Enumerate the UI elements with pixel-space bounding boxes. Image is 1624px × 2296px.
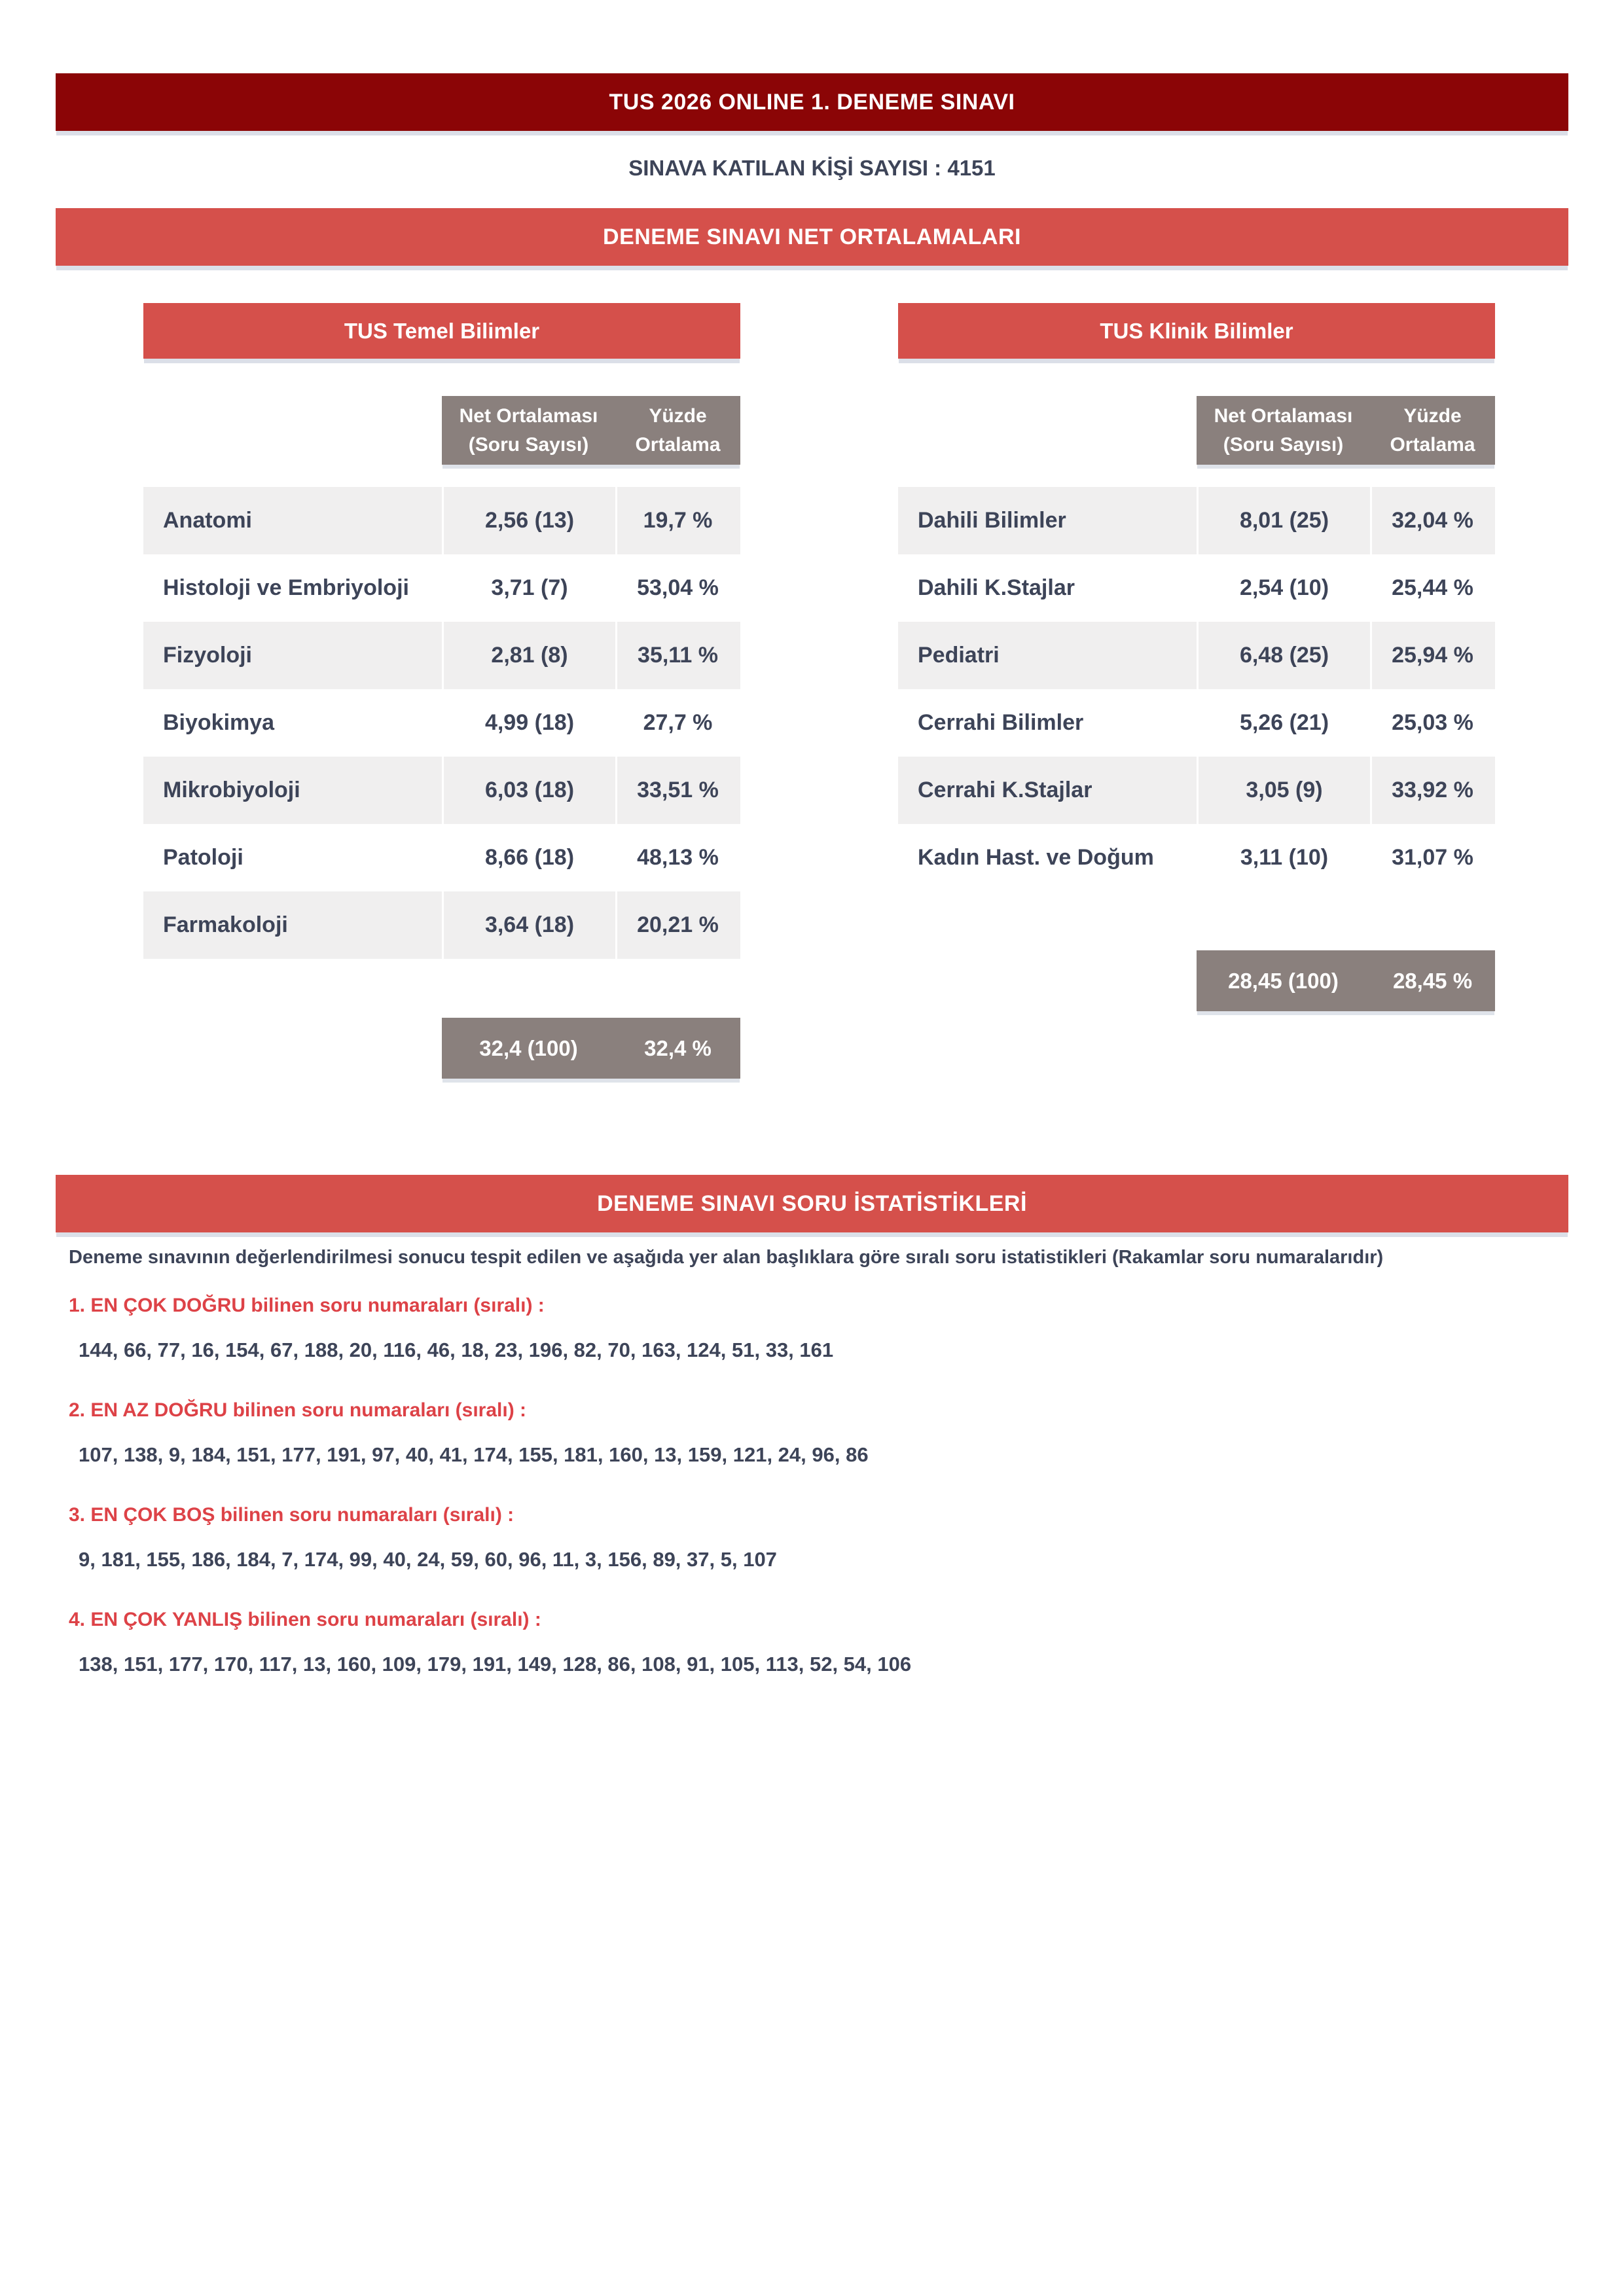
- subject-cell: Fizyoloji: [163, 643, 252, 668]
- pct-average-cell: 53,04 %: [615, 554, 738, 622]
- net-header-line2: (Soru Sayısı): [1223, 433, 1344, 456]
- subject-cell: Anatomi: [163, 508, 252, 533]
- net-averages-banner-label: DENEME SINAVI NET ORTALAMALARI: [603, 224, 1021, 249]
- net-average-cell: 5,26 (21): [1197, 689, 1370, 757]
- stat-heading-most-wrong: 4. EN ÇOK YANLIŞ bilinen soru numaraları (sıralı) :: [69, 1609, 541, 1630]
- table-column-headers: [442, 396, 740, 465]
- table-total-row: [1197, 950, 1495, 1011]
- stat-heading-most-correct: 1. EN ÇOK DOĞRU bilinen soru numaraları (sıralı) :: [69, 1295, 545, 1316]
- net-average-cell: 6,48 (25): [1197, 622, 1370, 689]
- pct-average-cell: 32,04 %: [1370, 487, 1493, 554]
- table-column-headers: [1197, 396, 1495, 465]
- table-klinik-bilimler: [898, 303, 1495, 1011]
- subject-cell: Patoloji: [163, 845, 244, 870]
- net-header-line1: Net Ortalaması: [1214, 405, 1353, 427]
- net-header-line2: (Soru Sayısı): [468, 433, 589, 456]
- stat-heading-most-blank: 3. EN ÇOK BOŞ bilinen soru numaraları (sıralı) :: [69, 1504, 514, 1526]
- net-average-cell: 8,66 (18): [442, 824, 615, 891]
- total-pct-value: 28,45 %: [1392, 968, 1473, 993]
- net-header-line1: Net Ortalaması: [459, 405, 598, 427]
- table-row: [898, 689, 1495, 757]
- table-title: TUS Klinik Bilimler: [898, 303, 1495, 359]
- pct-average-cell: 48,13 %: [615, 824, 738, 891]
- table-row: [898, 757, 1495, 824]
- pct-average-cell: 20,21 %: [615, 891, 738, 959]
- subject-cell: Biyokimya: [163, 710, 275, 735]
- table-rows: [143, 487, 740, 959]
- net-average-cell: 2,56 (13): [442, 487, 615, 554]
- net-average-cell: 4,99 (18): [442, 689, 615, 757]
- pct-average-cell: 33,92 %: [1370, 757, 1493, 824]
- pct-header-line1: Yüzde: [649, 405, 707, 427]
- net-average-cell: 3,64 (18): [442, 891, 615, 959]
- pct-average-cell: 25,03 %: [1370, 689, 1493, 757]
- net-average-cell: 6,03 (18): [442, 757, 615, 824]
- pct-average-cell: 25,44 %: [1370, 554, 1493, 622]
- table-total-row: [442, 1018, 740, 1079]
- pct-average-cell: 19,7 %: [615, 487, 738, 554]
- net-average-cell: 8,01 (25): [1197, 487, 1370, 554]
- pct-average-cell: 27,7 %: [615, 689, 738, 757]
- stat-numbers-most-blank: 9, 181, 155, 186, 184, 7, 174, 99, 40, 24, 59, 60, 96, 11, 3, 156, 89, 37, 5, 107: [79, 1548, 777, 1571]
- pct-average-cell: 25,94 %: [1370, 622, 1493, 689]
- subject-cell: Kadın Hast. ve Doğum: [918, 845, 1154, 870]
- net-column-header: [442, 396, 615, 465]
- net-column-header: [1197, 396, 1370, 465]
- net-average-cell: 3,11 (10): [1197, 824, 1370, 891]
- pct-column-header: [615, 396, 740, 465]
- table-title: TUS Temel Bilimler: [143, 303, 740, 359]
- total-net-value: 32,4 (100): [479, 1035, 578, 1060]
- subject-cell: Mikrobiyoloji: [163, 778, 300, 802]
- net-average-cell: 2,54 (10): [1197, 554, 1370, 622]
- pct-average-cell: 35,11 %: [615, 622, 738, 689]
- exam-title-banner: [56, 73, 1568, 131]
- subject-cell: Dahili Bilimler: [918, 508, 1066, 533]
- pct-average-cell: 33,51 %: [615, 757, 738, 824]
- table-row: [143, 891, 740, 959]
- net-average-cell: 2,81 (8): [442, 622, 615, 689]
- participant-count-line: SINAVA KATILAN KİŞİ SAYISI : 4151: [628, 156, 996, 180]
- subject-cell: Farmakoloji: [163, 912, 288, 937]
- stat-numbers-least-correct: 107, 138, 9, 184, 151, 177, 191, 97, 40, 41, 174, 155, 181, 160, 13, 159, 121, 24, 96, 86: [79, 1443, 869, 1466]
- table-row: [898, 487, 1495, 554]
- pct-header-line2: Ortalama: [635, 433, 721, 456]
- total-pct-value: 32,4 %: [644, 1035, 712, 1060]
- net-averages-banner: [56, 208, 1568, 266]
- total-net-value: 28,45 (100): [1228, 968, 1339, 993]
- stat-heading-least-correct: 2. EN AZ DOĞRU bilinen soru numaraları (sıralı) :: [69, 1399, 527, 1421]
- pct-average-cell: 31,07 %: [1370, 824, 1493, 891]
- pct-header-line2: Ortalama: [1390, 433, 1475, 456]
- stat-numbers-most-wrong: 138, 151, 177, 170, 117, 13, 160, 109, 179, 191, 149, 128, 86, 108, 91, 105, 113, 52, 54, 106: [79, 1653, 912, 1676]
- table-row: [143, 622, 740, 689]
- statistics-description: Deneme sınavının değerlendirilmesi sonucu tespit edilen ve aşağıda yer alan başlıklara göre sıralı soru istatistikleri (Rakamlar soru numaralarıdır): [69, 1247, 1384, 1268]
- subject-cell: Cerrahi Bilimler: [918, 710, 1084, 735]
- subject-cell: Cerrahi K.Stajlar: [918, 778, 1092, 802]
- pct-header-line1: Yüzde: [1403, 405, 1462, 427]
- net-average-cell: 3,05 (9): [1197, 757, 1370, 824]
- table-row: [143, 824, 740, 891]
- table-row: [143, 554, 740, 622]
- table-row: [898, 824, 1495, 891]
- subject-cell: Pediatri: [918, 643, 1000, 668]
- table-rows: [898, 487, 1495, 891]
- table-row: [143, 487, 740, 554]
- subject-cell: Dahili K.Stajlar: [918, 575, 1075, 600]
- pct-column-header: [1370, 396, 1495, 465]
- table-row: [143, 689, 740, 757]
- table-row: [898, 622, 1495, 689]
- table-row: [898, 554, 1495, 622]
- question-statistics-banner: [56, 1175, 1568, 1232]
- net-average-cell: 3,71 (7): [442, 554, 615, 622]
- stat-numbers-most-correct: 144, 66, 77, 16, 154, 67, 188, 20, 116, 46, 18, 23, 196, 82, 70, 163, 124, 51, 33, 161: [79, 1338, 834, 1361]
- table-temel-bilimler: [143, 303, 740, 1079]
- question-statistics-banner-label: DENEME SINAVI SORU İSTATİSTİKLERİ: [597, 1191, 1027, 1216]
- exam-title: TUS 2026 ONLINE 1. DENEME SINAVI: [609, 89, 1015, 115]
- subject-cell: Histoloji ve Embriyoloji: [163, 575, 409, 600]
- table-row: [143, 757, 740, 824]
